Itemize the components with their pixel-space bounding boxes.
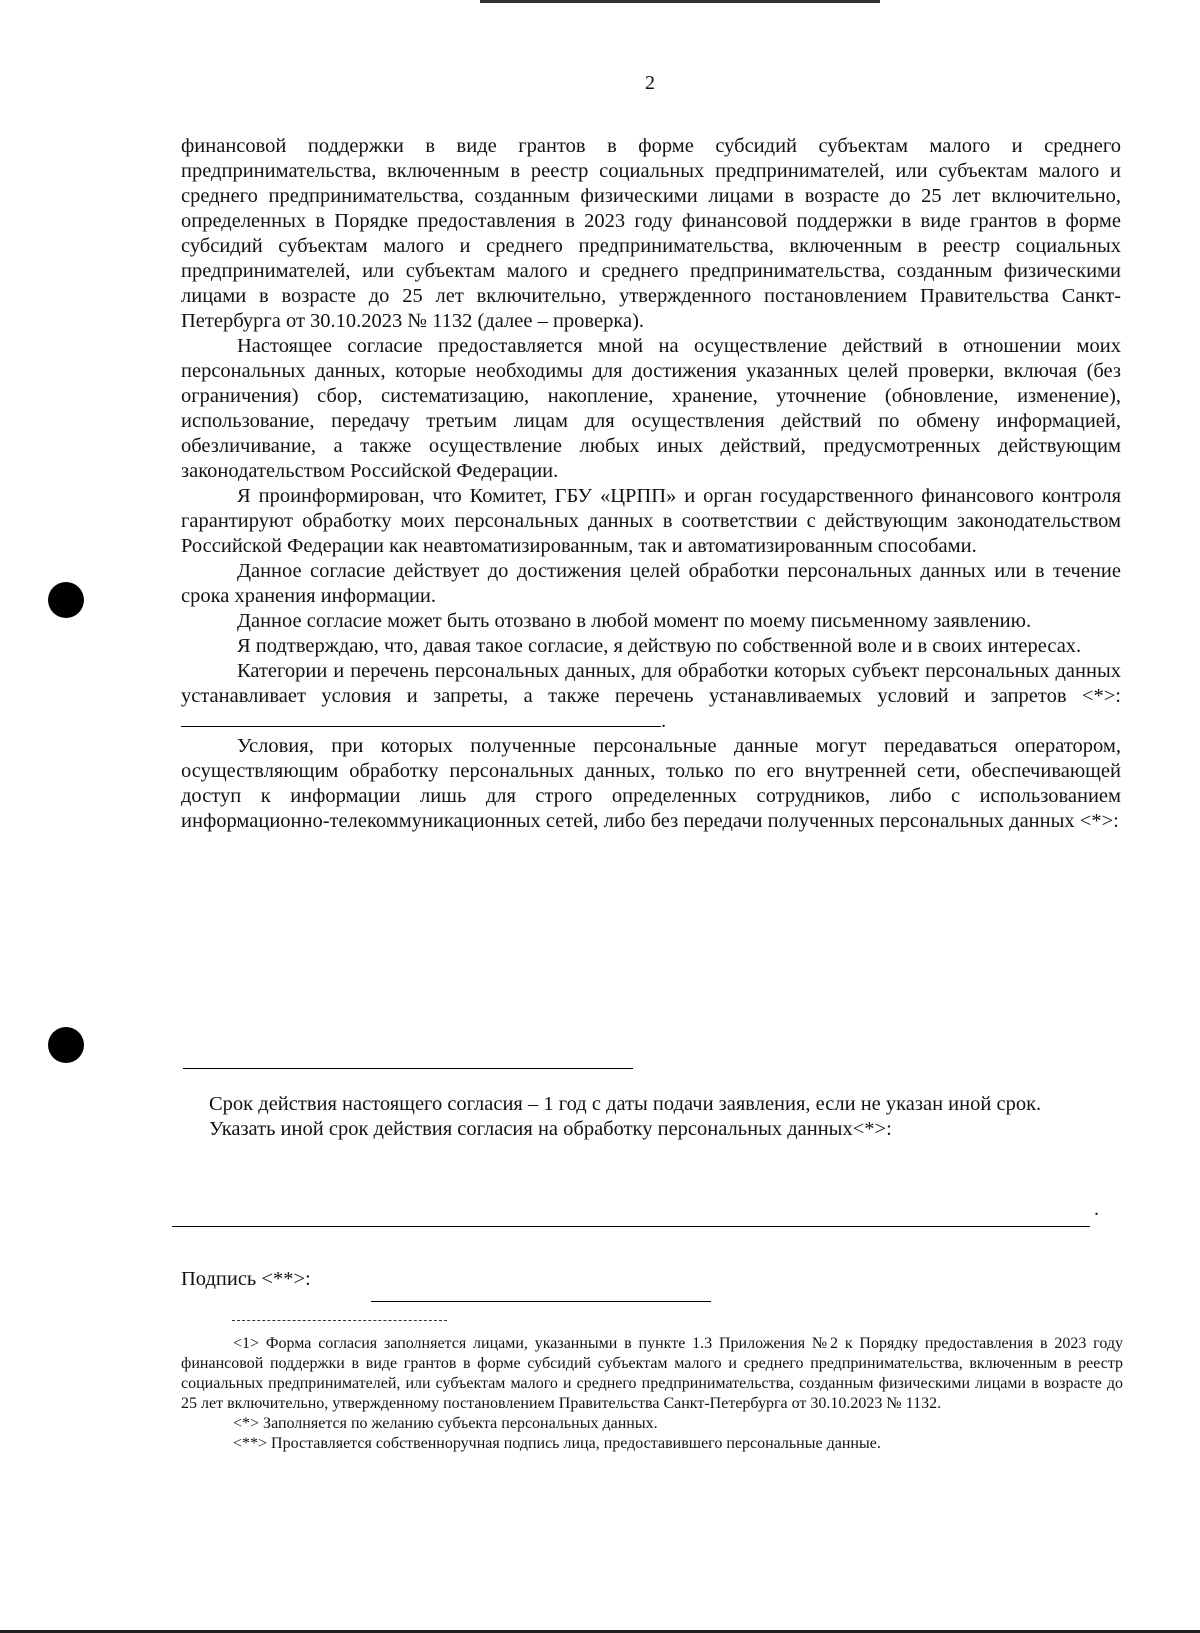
signature-label: Подпись <**>: bbox=[181, 1268, 311, 1290]
paragraph-other-term: Указать иной срок действия согласия на обработку персональных данных<*>: bbox=[209, 1118, 892, 1140]
scan-edge-top bbox=[480, 0, 880, 3]
consent-body bbox=[181, 134, 1121, 834]
page-number: 2 bbox=[645, 72, 655, 94]
paragraph-validity: Данное согласие действует до достижения целей обработки персональных данных или в течение срока хранения информации. bbox=[181, 560, 1121, 607]
signature-line[interactable] bbox=[371, 1301, 711, 1302]
categories-text: Категории и перечень персональных данных, для обработки которых субъект персональных данных устанавливает условия и запреты, а также перечень устанавливаемых условий и запретов <*>: bbox=[181, 660, 1121, 707]
footnote-star: <*> Заполняется по желанию субъекта персональных данных. bbox=[233, 1415, 658, 1432]
paragraph-term: Срок действия настоящего согласия – 1 год с даты подачи заявления, если не указан иной срок. bbox=[209, 1093, 1042, 1115]
other-term-fill-line[interactable] bbox=[172, 1226, 1090, 1227]
footnote-1: <1> Форма согласия заполняется лицами, указанными в пункте 1.3 Приложения №2 к Порядку предоставления в 2023 году финансовой поддержки в виде грантов в форме субсидий субъектам малого и среднего предпринимательства, включенным в реестр социальных предпринимателей, или субъектам малого и среднего предпринимательства, созданным физическими лицами в возрасте до 25 лет включительно, утвержденному постановлением Правительства Санкт-Петербурга от 30.10.2023 № 1132. bbox=[181, 1335, 1123, 1412]
paragraph-revocation: Данное согласие может быть отозвано в любой момент по моему письменному заявлению. bbox=[237, 610, 1032, 632]
term-section bbox=[181, 1092, 1121, 1142]
categories-fill-line[interactable] bbox=[181, 710, 661, 727]
footnote-separator bbox=[232, 1320, 447, 1321]
punch-hole-lower bbox=[48, 1027, 84, 1063]
other-term-end-dot: . bbox=[1094, 1198, 1099, 1220]
paragraph-categories bbox=[181, 659, 1121, 734]
paragraph-continuation: финансовой поддержки в виде грантов в форме субсидий субъектам малого и среднего предпринимательства, включенным в реестр социальных предпринимателей, или субъектам малого и среднего предпринимательства, созданным физическими лицами в возрасте до 25 лет включительно, определенных в Порядке предоставления в 2023 году финансовой поддержки в виде грантов в форме субсидий субъектам малого и среднего предпринимательства, включенным в реестр социальных предпринимателей, или субъектам малого и среднего предпринимательства, созданным физическими лицами в возрасте до 25 лет включительно, утвержденного постановлением Правительства Санкт-Петербурга от 30.10.2023 № 1132 (далее – проверка). bbox=[181, 135, 1121, 332]
punch-hole-upper bbox=[48, 582, 84, 618]
paragraph-conditions: Условия, при которых полученные персональные данные могут передаваться оператором, осуществляющим обработку персональных данных, только по его внутренней сети, обеспечивающей доступ к информации лишь для строго определенных сотрудников, либо с использованием информационно-телекоммуникационных сетей, либо без передачи полученных персональных данных <*>: bbox=[181, 735, 1121, 832]
footnote-double-star: <**> Проставляется собственноручная подпись лица, предоставившего персональные данные. bbox=[233, 1435, 881, 1452]
footnotes bbox=[181, 1334, 1123, 1454]
categories-end-dot: . bbox=[661, 710, 667, 732]
paragraph-actions: Настоящее согласие предоставляется мной на осуществление действий в отношении моих персональных данных, которые необходимы для достижения указанных целей проверки, включая (без ограничения) сбор, систематизацию, накопление, хранение, уточнение (обновление, изменение), использование, передачу третьим лицам для осуществления действий по обмену информацией, обезличивание, а также осуществление любых иных действий, предусмотренных действующим законодательством Российской Федерации. bbox=[181, 335, 1121, 482]
conditions-fill-line[interactable] bbox=[183, 1068, 633, 1069]
paragraph-informed: Я проинформирован, что Комитет, ГБУ «ЦРПП» и орган государственного финансового контроля гарантируют обработку моих персональных данных в соответствии с действующим законодательством Российской Федерации как неавтоматизированным, так и автоматизированным способами. bbox=[181, 485, 1121, 557]
paragraph-confirmation: Я подтверждаю, что, давая такое согласие, я действую по собственной воле и в своих интересах. bbox=[237, 635, 1082, 657]
